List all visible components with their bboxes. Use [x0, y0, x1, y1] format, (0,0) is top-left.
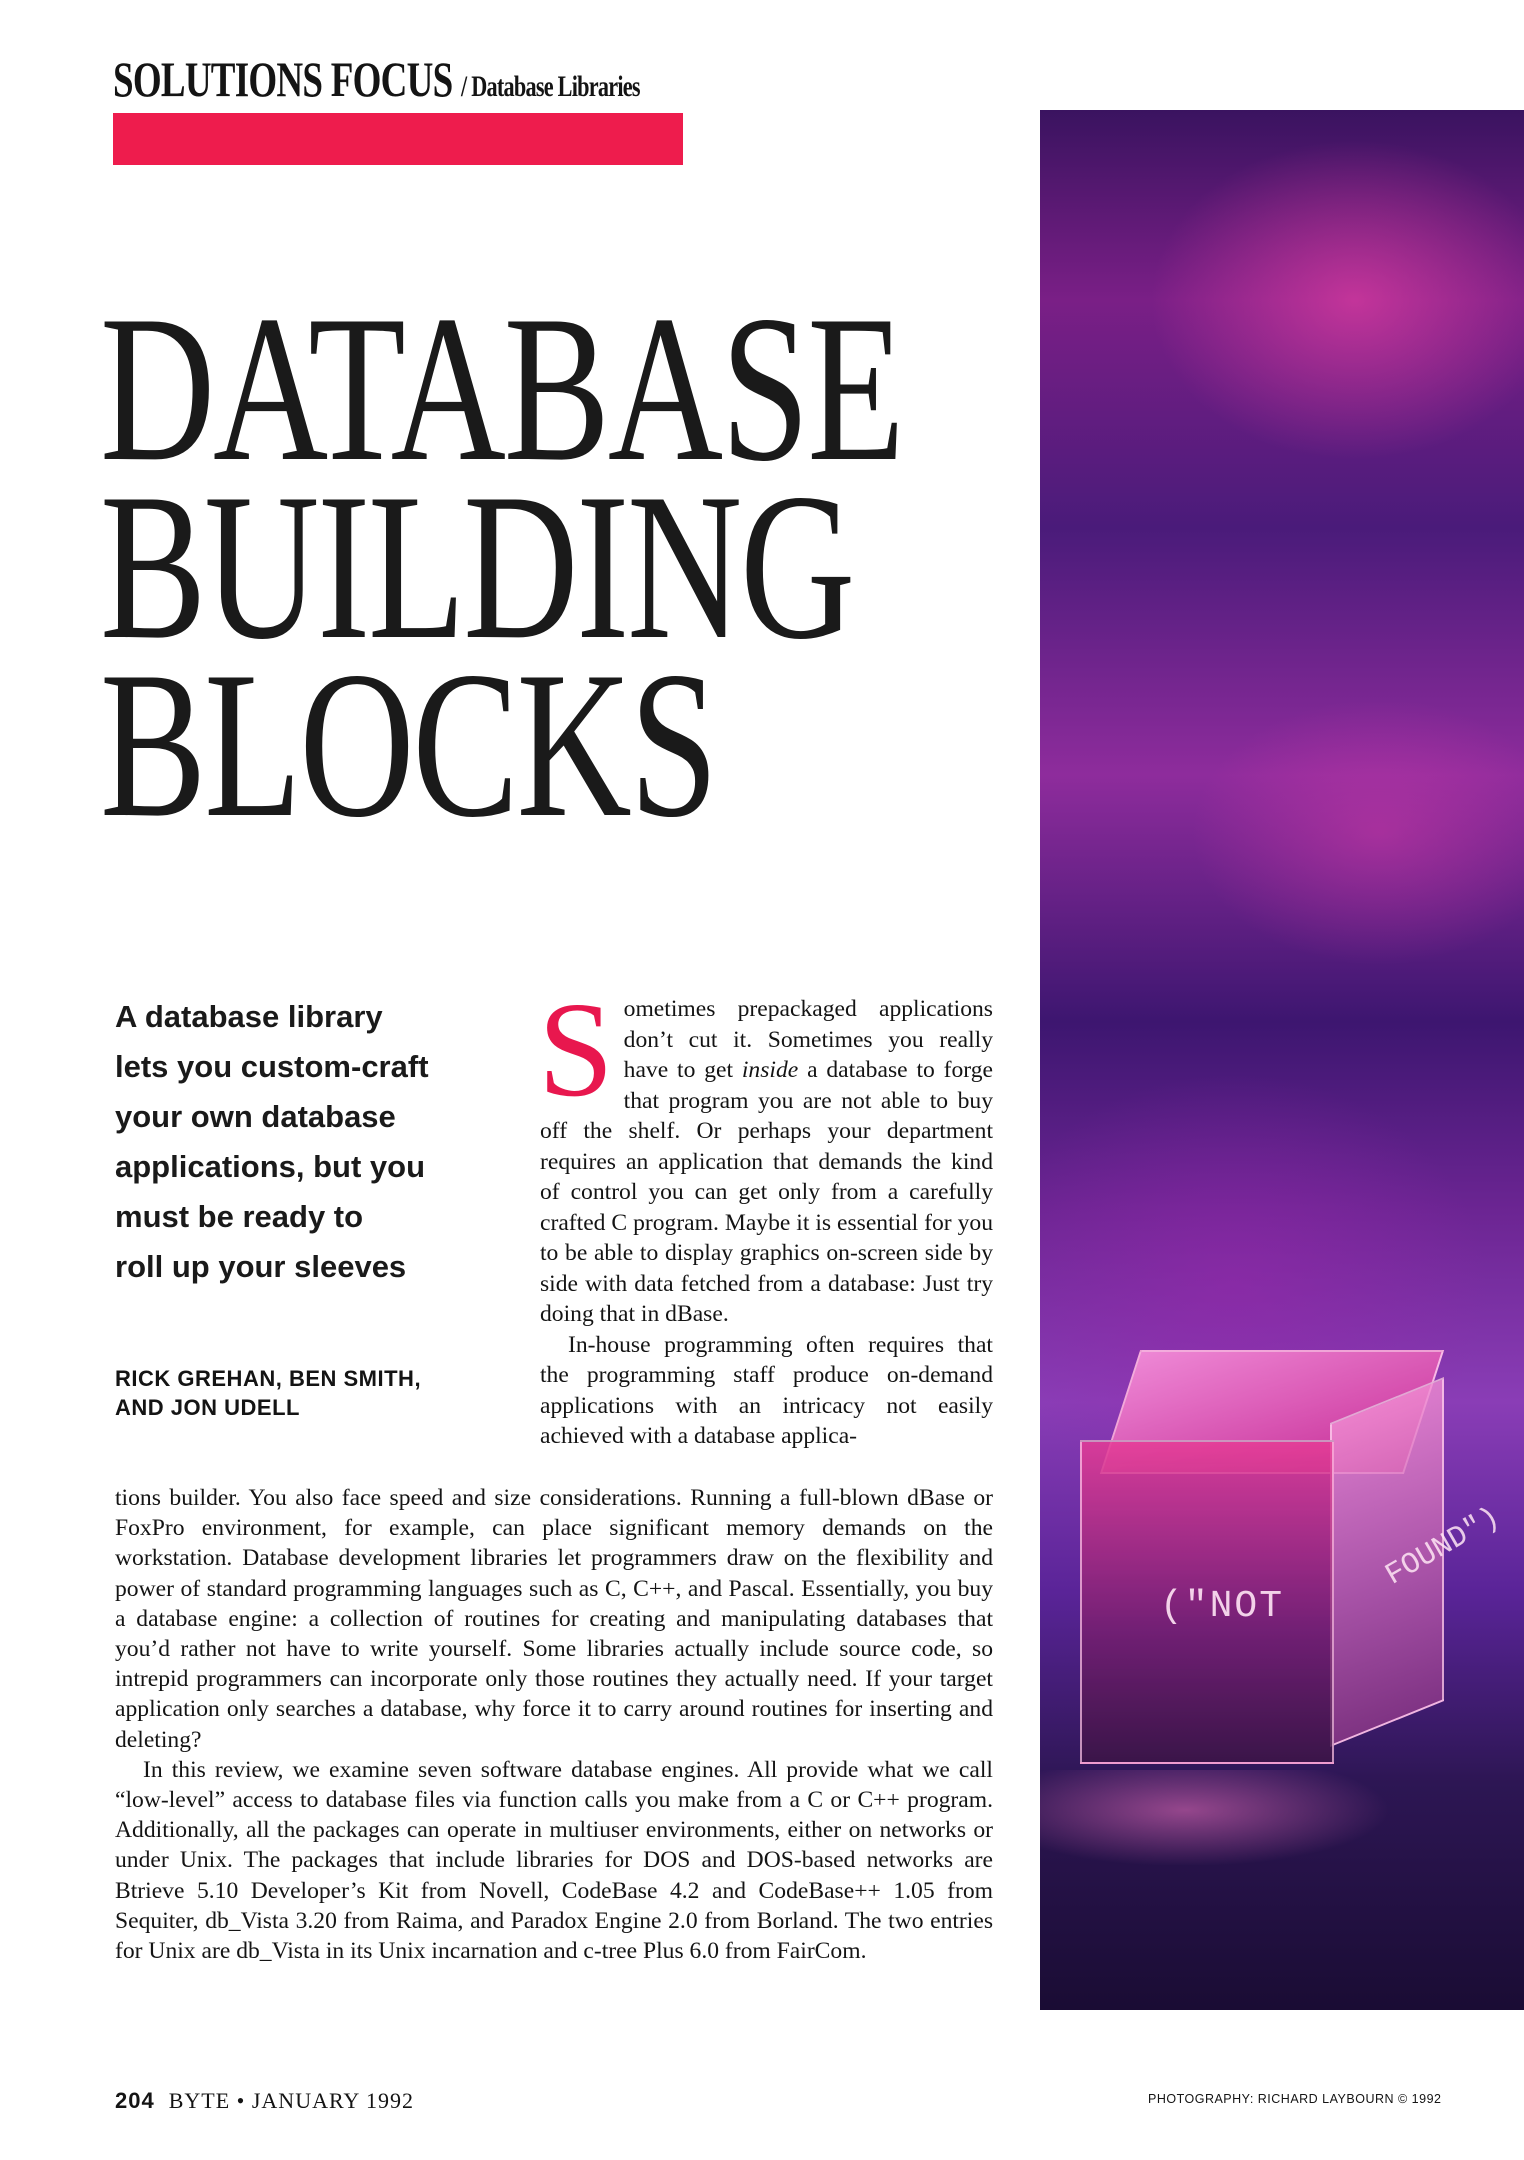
- body-paragraph-3: In this review, we examine seven software database engines. All provide what we call “low-level” access to database files via function calls you make from a C or C++ program. Additionally, all the packages can operate in multiuser environments, either on networks or under Unix. The packages that include libraries for DOS and DOS-based networks are Btrieve 5.10 Developer’s Kit from Novell, CodeBase 4.2 and CodeBase++ 1.05 from Sequiter, db_Vista 3.20 from Raima, and Paradox Engine 2.0 from Borland. The two entries for Unix are db_Vista in its Unix incarnation and c-tree Plus 6.0 from FairCom.: [115, 1756, 993, 1965]
- publication-line: BYTE • JANUARY 1992: [168, 2088, 415, 2113]
- deck-line: lets you custom-craft: [115, 1049, 429, 1084]
- glass-cube: [1080, 1350, 1507, 1800]
- section-title: SOLUTIONS FOCUS: [113, 51, 453, 107]
- body-paragraph-2-continued: tions builder. You also face speed and size considerations. Running a full-blown dBase or FoxPro environment, for example, can place significant memory demands on the workstation. Database development libraries let programmers draw on the flexibility and power of standard programming languages such as C, C++, and Pascal. Essentially, you buy a database engine: a collection of routines for creating and manipulating databases that you’d rather not have to write yourself. Some libraries actually include source code, so intrepid programmers can incorporate only those routines they actually need. If your target application only searches a database, why force it to carry around routines for inserting and deleting?: [115, 1485, 993, 1753]
- byline: [115, 1364, 515, 1422]
- drop-cap: S: [538, 975, 614, 1125]
- deck-line: applications, but you: [115, 1149, 426, 1184]
- body-paragraph-2-start: In-house programming often requires that the programming staff produce on-demand applications with an intricacy not easily achieved with a database applica-: [540, 1331, 993, 1449]
- cube-engraving-side: FOUND"): [1379, 1500, 1507, 1594]
- deck-line: must be ready to: [115, 1199, 364, 1234]
- header-accent-bar: [113, 113, 683, 165]
- cube-engraving-front: ("NOT: [1160, 1585, 1285, 1628]
- title-line-1: DATABASE: [100, 273, 903, 505]
- page-number: 204: [115, 2088, 155, 2113]
- byline-line-1: RICK GREHAN, BEN SMITH,: [115, 1366, 422, 1391]
- article-deck: [115, 992, 495, 1292]
- title-line-2: BUILDING: [100, 451, 854, 683]
- deck-line: your own database: [115, 1099, 396, 1134]
- body-column-right: [538, 975, 993, 1452]
- body-paragraph-1: [538, 975, 993, 1330]
- deck-line: A database library: [115, 999, 383, 1034]
- p1-emphasis: inside: [741, 1057, 799, 1083]
- cube-reflection: [1040, 1770, 1524, 1970]
- deck-line: roll up your sleeves: [115, 1249, 407, 1284]
- p1-text-b: a database to forge that program you are not able to buy off the shelf. Or perhaps your department requires an application that demands the kind of control you can get only from a carefully crafted C program. Maybe it is essential for you to be able to display graphics on-screen side by side with data fetched from a database: Just try doing that in dBase.: [540, 1057, 993, 1327]
- section-subtitle: / Database Libraries: [460, 70, 640, 103]
- cover-photo: [1040, 110, 1524, 2010]
- byline-line-2: AND JON UDELL: [115, 1395, 300, 1420]
- section-header: [113, 50, 825, 108]
- article-title: [100, 273, 903, 861]
- section-kicker: [113, 50, 640, 108]
- p1-text-a: ometimes prepackaged applications don’t cut it. Sometimes you really have to get: [623, 996, 993, 1083]
- page-footer: [115, 2088, 414, 2114]
- title-line-3: BLOCKS: [100, 629, 716, 861]
- photo-credit: PHOTOGRAPHY: RICHARD LAYBOURN © 1992: [1148, 2092, 1442, 2106]
- body-column-wide: [115, 1483, 993, 1966]
